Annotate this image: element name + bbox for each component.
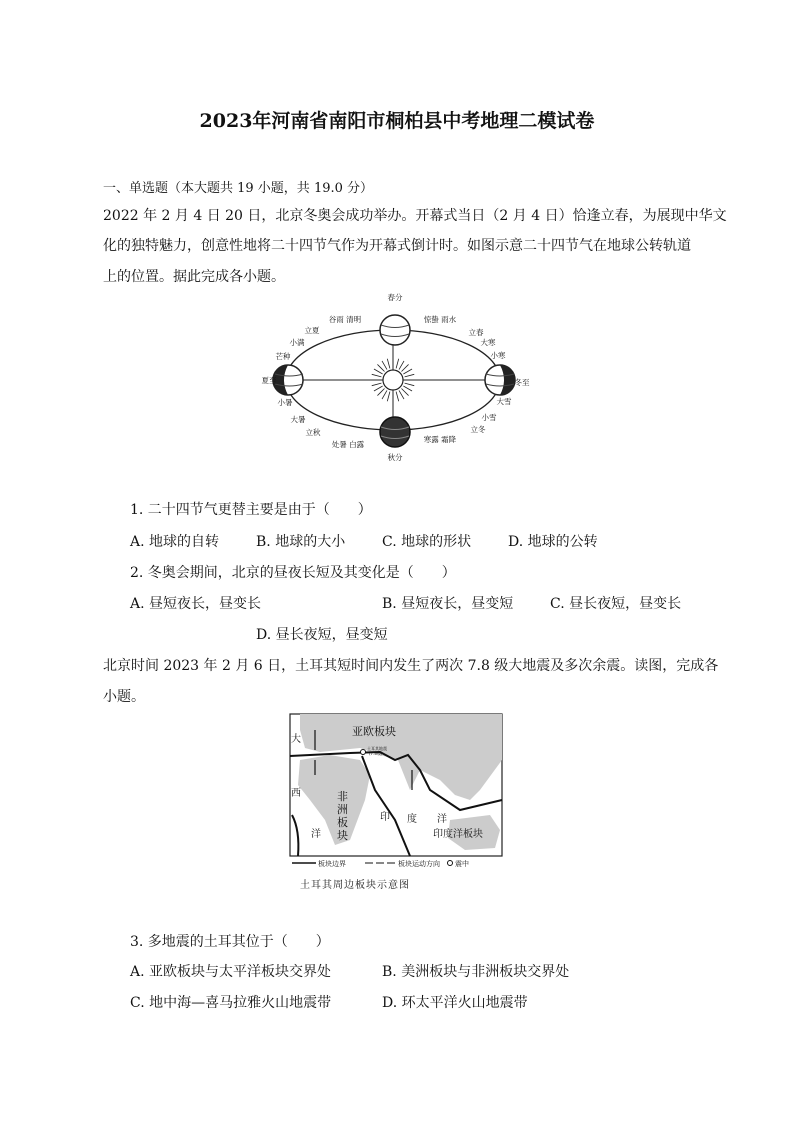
term-label: 小寒 bbox=[490, 351, 506, 360]
sun-ray bbox=[377, 388, 384, 395]
sun-ray bbox=[405, 383, 415, 386]
map-label: 度 bbox=[407, 814, 417, 825]
question-1-stem: 1. 二十四节气更替主要是由于（ ） bbox=[130, 502, 372, 518]
q1-option-b[interactable]: B. 地球的大小 bbox=[256, 534, 346, 550]
sun-ray bbox=[401, 364, 408, 371]
term-label: 大寒 bbox=[480, 338, 496, 347]
map-label: (7.8级) bbox=[369, 751, 383, 756]
map-label: 印 bbox=[380, 812, 390, 823]
epicenter-icon bbox=[361, 750, 366, 755]
map-label: 大 bbox=[291, 734, 301, 745]
q1-option-d[interactable]: D. 地球的公转 bbox=[508, 534, 598, 550]
term-label: 秋分 bbox=[387, 453, 403, 462]
sun-ray bbox=[387, 392, 390, 402]
term-label: 立冬 bbox=[470, 425, 486, 434]
section-heading: 一、单选题（本大题共 19 小题，共 19.0 分） bbox=[103, 181, 374, 196]
term-label: 春分 bbox=[387, 293, 403, 302]
map-label: 洲 bbox=[337, 803, 348, 816]
q3-option-d[interactable]: D. 环太平洋火山地震带 bbox=[382, 995, 528, 1011]
term-label: 处暑 白露 bbox=[331, 440, 365, 449]
map-caption: 土耳其周边板块示意图 bbox=[300, 880, 410, 891]
earth-summer bbox=[273, 365, 303, 395]
question-2-stem: 2. 冬奥会期间，北京的昼夜长短及其变化是（ ） bbox=[130, 565, 456, 581]
q3-option-c[interactable]: C. 地中海—喜马拉雅火山地震带 bbox=[130, 995, 332, 1011]
sun-ray bbox=[372, 383, 382, 386]
term-label: 立夏 bbox=[304, 326, 320, 335]
q2-option-b[interactable]: B. 昼短夜长，昼变短 bbox=[382, 596, 514, 612]
sun-ray bbox=[382, 390, 387, 399]
sun-ray bbox=[377, 364, 384, 371]
earth-winter bbox=[485, 365, 515, 395]
sun-ray bbox=[403, 369, 412, 374]
map-label: 亚欧板块 bbox=[352, 725, 396, 738]
sun-ray bbox=[399, 390, 404, 399]
legend-boundary: 板块边界 bbox=[318, 860, 346, 868]
term-label: 小暑 bbox=[277, 398, 293, 407]
sun-ray bbox=[372, 374, 382, 377]
q2-option-c[interactable]: C. 昼长夜短，昼变长 bbox=[550, 596, 682, 612]
sun-ray bbox=[396, 359, 399, 369]
term-label: 芒种 bbox=[275, 352, 291, 361]
map-label: 非 bbox=[337, 790, 348, 803]
legend-direction: 板块运动方向 bbox=[398, 860, 440, 868]
sun-ray bbox=[396, 392, 399, 402]
page-title: 2023年河南省南阳市桐柏县中考地理二模试卷 bbox=[199, 110, 595, 132]
sun-ray bbox=[382, 361, 387, 370]
q3-option-a[interactable]: A. 亚欧板块与太平洋板块交界处 bbox=[130, 964, 332, 980]
sun-ray bbox=[374, 386, 383, 391]
sun-ray bbox=[403, 386, 412, 391]
sun-ray bbox=[374, 369, 383, 374]
q2-option-d[interactable]: D. 昼长夜短，昼变短 bbox=[256, 627, 388, 643]
intro-line: 2022 年 2 月 4 日 20 日，北京冬奥会成功举办。开幕式当日（2 月 4 日）恰逢立春，为展现中华文 bbox=[103, 208, 727, 224]
intro-line: 化的独特魅力，创意性地将二十四节气作为开幕式倒计时。如图示意二十四节气在地球公转轨道 bbox=[103, 238, 691, 254]
map-label: 板 bbox=[337, 816, 348, 829]
map-label: 洋 bbox=[311, 829, 321, 840]
map-label: 印度洋板块 bbox=[433, 829, 483, 840]
sun-icon bbox=[371, 358, 415, 402]
map-label: 块 bbox=[337, 829, 348, 842]
solar-terms-orbit-diagram bbox=[260, 290, 530, 470]
term-label: 大暑 bbox=[290, 415, 306, 424]
term-label: 惊蛰 雨水 bbox=[423, 315, 457, 324]
term-label: 大雪 bbox=[496, 397, 512, 406]
term-label: 小雪 bbox=[481, 413, 497, 422]
q2-option-a[interactable]: A. 昼短夜长，昼变长 bbox=[130, 596, 262, 612]
legend-epicenter: 震中 bbox=[455, 860, 469, 868]
map-label: 土耳其地震 bbox=[367, 746, 387, 751]
q1-option-a[interactable]: A. 地球的自转 bbox=[130, 534, 220, 550]
turkey-plates-map bbox=[285, 710, 510, 895]
sun-ray bbox=[399, 361, 404, 370]
sun-ray bbox=[401, 388, 408, 395]
term-label: 寒露 霜降 bbox=[423, 435, 457, 444]
term-label: 谷雨 清明 bbox=[328, 315, 362, 324]
term-label: 冬至 bbox=[514, 378, 530, 387]
map-label: 西 bbox=[291, 788, 301, 799]
sun-ray bbox=[387, 359, 390, 369]
question-3-stem: 3. 多地震的土耳其位于（ ） bbox=[130, 934, 330, 950]
term-label: 夏至 bbox=[261, 376, 277, 385]
intro-line: 上的位置。据此完成各小题。 bbox=[103, 269, 285, 285]
intro2-line: 北京时间 2023 年 2 月 6 日，土耳其短时间内发生了两次 7.8 级大地震及多次余震。读图，完成各 bbox=[103, 658, 719, 674]
q1-option-c[interactable]: C. 地球的形状 bbox=[382, 534, 472, 550]
q3-option-b[interactable]: B. 美洲板块与非洲板块交界处 bbox=[382, 964, 570, 980]
earth-autumn bbox=[380, 417, 410, 447]
map-label: 洋 bbox=[437, 814, 447, 825]
term-label: 小满 bbox=[289, 338, 305, 347]
earth-spring bbox=[380, 315, 410, 345]
intro2-line: 小题。 bbox=[103, 689, 145, 705]
term-label: 立春 bbox=[468, 328, 484, 337]
term-label: 立秋 bbox=[305, 428, 321, 437]
sun-ray bbox=[405, 374, 415, 377]
